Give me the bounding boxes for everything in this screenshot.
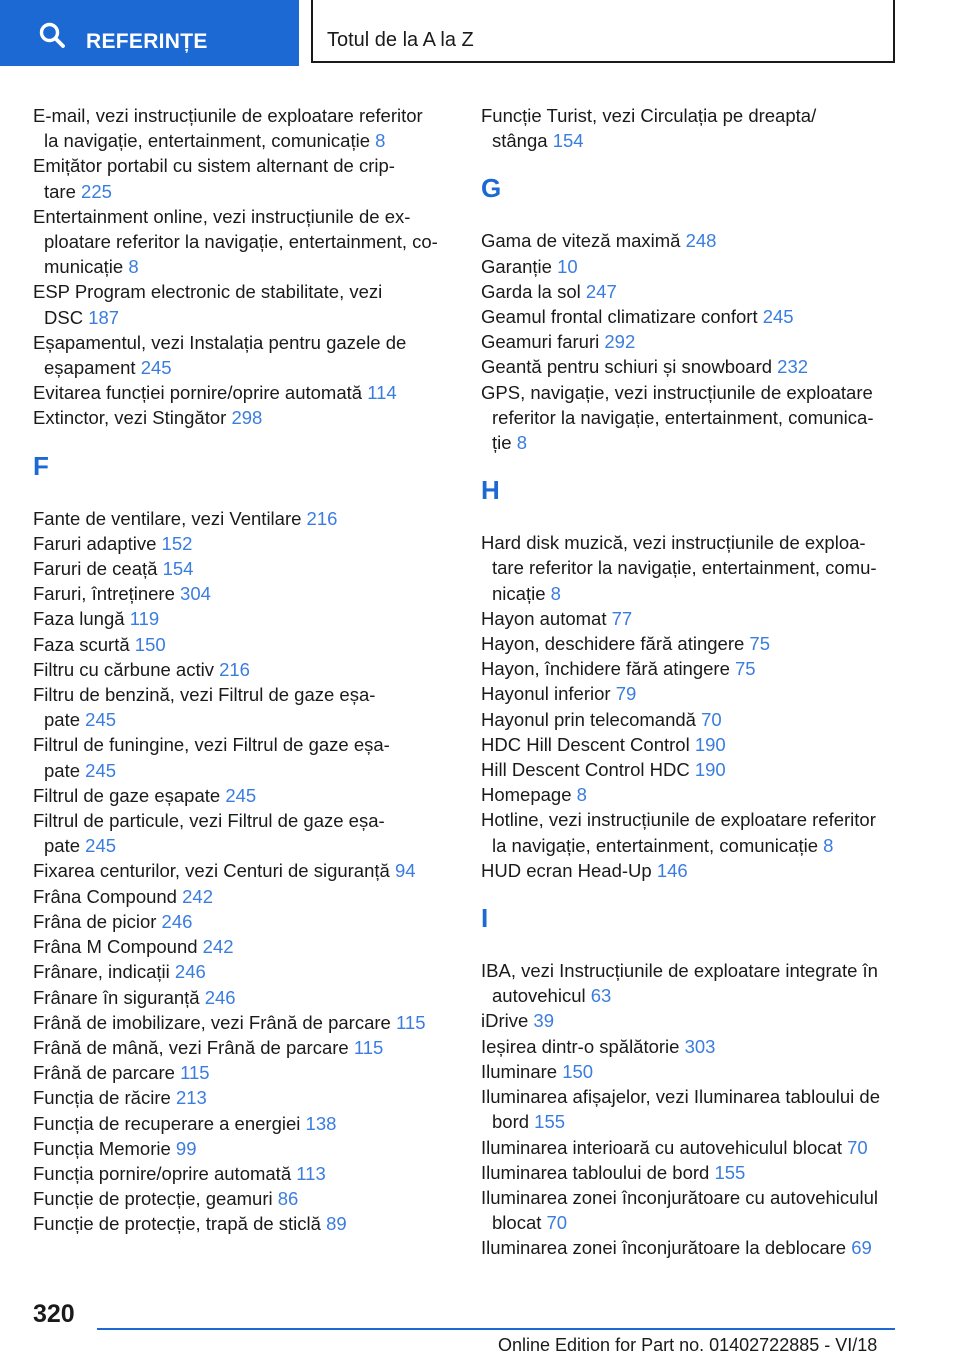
- page-link[interactable]: 8: [375, 130, 386, 152]
- page-link[interactable]: 190: [694, 733, 726, 755]
- entry-text: Hayonul inferior: [481, 683, 611, 705]
- index-entry: [33, 959, 453, 984]
- index-entry: [33, 1085, 453, 1110]
- page-link[interactable]: 155: [534, 1111, 566, 1133]
- page-link[interactable]: 63: [590, 985, 612, 1007]
- page-link[interactable]: 232: [777, 356, 809, 378]
- page-link[interactable]: 10: [557, 255, 578, 277]
- entry-text: Emițător portabil cu sistem alternant de crip-: [33, 155, 395, 177]
- page-link[interactable]: 245: [85, 709, 117, 731]
- entry-text: Frâna M Compound: [33, 936, 198, 958]
- index-entry: [33, 204, 453, 280]
- page-link[interactable]: 246: [174, 961, 206, 983]
- entry-text: Fante de ventilare, vezi Ventilare: [33, 507, 302, 529]
- entry-text: Filtrul de particule, vezi Filtrul de gaze eșa-: [33, 810, 385, 832]
- index-entry: [33, 1060, 453, 1085]
- entry-text: blocat: [492, 1212, 542, 1234]
- index-entry: [33, 985, 453, 1010]
- index-entry: [33, 606, 453, 631]
- page-link[interactable]: 86: [277, 1188, 299, 1210]
- index-entry: [33, 103, 453, 153]
- page-link[interactable]: 213: [175, 1087, 207, 1109]
- page-link[interactable]: 150: [134, 633, 166, 655]
- page-link[interactable]: 89: [326, 1213, 347, 1235]
- index-entry: [481, 1160, 901, 1185]
- entry-text: pate: [44, 835, 81, 857]
- entry-text: Funcția pornire/oprire automată: [33, 1162, 292, 1184]
- index-entry: [481, 1135, 901, 1160]
- entry-text: autovehicul: [492, 985, 586, 1007]
- entry-text: Hard disk muzică, vezi instrucțiunile de exploa-: [481, 532, 866, 554]
- entry-text: Faruri adaptive: [33, 532, 157, 554]
- index-entry: [481, 304, 901, 329]
- index-entry: [33, 1111, 453, 1136]
- entry-text: Hotline, vezi instrucțiunile de exploatare referitor: [481, 809, 876, 831]
- entry-text: GPS, navigație, vezi instrucțiunile de exploatare: [481, 381, 873, 403]
- index-entry: [33, 153, 453, 203]
- entry-text: Garanție: [481, 255, 552, 277]
- page-link[interactable]: 154: [552, 130, 584, 152]
- page-link[interactable]: 115: [353, 1036, 384, 1058]
- search-icon: [38, 21, 66, 49]
- index-entry: [481, 1185, 901, 1235]
- entry-text: Iluminare: [481, 1060, 558, 1082]
- page-link[interactable]: 190: [694, 759, 726, 781]
- index-entry: [481, 958, 901, 1008]
- page-link[interactable]: 246: [204, 986, 236, 1008]
- entry-text: Ieșirea dintr-o spălătorie: [481, 1035, 680, 1057]
- index-entry: [33, 657, 453, 682]
- index-entry: [481, 1059, 901, 1084]
- index-entry: [481, 1084, 901, 1134]
- entry-text: Frâna de picior: [33, 910, 157, 932]
- index-entry: [33, 808, 453, 858]
- entry-text: Extinctor, vezi Stingător: [33, 407, 227, 429]
- page-link[interactable]: 248: [685, 230, 717, 252]
- index-entry: [481, 228, 901, 253]
- index-entry: [481, 681, 901, 706]
- index-entry: [33, 1035, 453, 1060]
- page-link[interactable]: 138: [305, 1112, 337, 1134]
- page-link[interactable]: 70: [701, 708, 722, 730]
- entry-text: Geamul frontal climatizare confort: [481, 306, 758, 328]
- topic-tab-label: Totul de la A la Z: [327, 29, 474, 51]
- index-entry: [33, 884, 453, 909]
- index-entry: [481, 354, 901, 379]
- index-entry: [481, 606, 901, 631]
- index-entry: [33, 330, 453, 380]
- index-entry: [481, 807, 901, 857]
- page-link[interactable]: 75: [749, 633, 770, 655]
- page-link[interactable]: 119: [129, 608, 160, 630]
- entry-text: Frână de parcare: [33, 1062, 175, 1084]
- entry-text: Frâna Compound: [33, 885, 177, 907]
- index-entry: [33, 1211, 453, 1236]
- entry-text: Frână de mână, vezi Frână de parcare: [33, 1036, 349, 1058]
- entry-text: pate: [44, 759, 81, 781]
- index-column-left: [33, 103, 453, 1237]
- page-link[interactable]: 245: [762, 306, 794, 328]
- page-link[interactable]: 292: [604, 331, 636, 353]
- index-entry: [481, 329, 901, 354]
- index-entry: [481, 757, 901, 782]
- page-link[interactable]: 8: [128, 256, 139, 278]
- entry-text: Homepage: [481, 784, 572, 806]
- index-entry: [33, 279, 453, 329]
- page-link[interactable]: 303: [684, 1035, 716, 1057]
- entry-text: municație: [44, 256, 124, 278]
- index-entry: [481, 732, 901, 757]
- index-entry: [481, 254, 901, 279]
- entry-text: ESP Program electronic de stabilitate, vezi: [33, 281, 383, 303]
- entry-text: Faza scurtă: [33, 633, 130, 655]
- index-entry: [33, 581, 453, 606]
- entry-text: Hayon automat: [481, 607, 607, 629]
- section-letter: I: [481, 903, 489, 934]
- entry-text: Hayon, deschidere fără atingere: [481, 633, 745, 655]
- entry-text: iDrive: [481, 1010, 529, 1032]
- entry-text: Entertainment online, vezi instrucțiunile de ex-: [33, 205, 411, 227]
- index-entry: [33, 1010, 453, 1035]
- entry-text: Fixarea centurilor, vezi Centuri de siguranță: [33, 860, 390, 882]
- page-link[interactable]: 187: [88, 306, 120, 328]
- section-letter: H: [481, 475, 500, 506]
- entry-text: Hill Descent Control HDC: [481, 759, 690, 781]
- entry-text: referitor la navigație, entertainment, comunica-: [492, 406, 874, 428]
- entry-text: Iluminarea afișajelor, vezi Iluminarea tabloului de: [481, 1086, 880, 1108]
- page-number: 320: [33, 1300, 75, 1328]
- index-entry: [33, 732, 453, 782]
- index-entry: [33, 1136, 453, 1161]
- index-entry: [33, 783, 453, 808]
- index-entry: [481, 656, 901, 681]
- page-link[interactable]: 245: [140, 357, 172, 379]
- index-column-right: [481, 103, 901, 1261]
- entry-text: Filtru de benzină, vezi Filtrul de gaze eșa-: [33, 684, 376, 706]
- page-link[interactable]: 115: [180, 1062, 210, 1084]
- references-tab-label: REFERINȚE: [86, 30, 208, 53]
- entry-text: la navigație, entertainment, comunicație: [44, 130, 370, 152]
- entry-text: nicație: [492, 582, 546, 604]
- entry-text: Hayonul prin telecomandă: [481, 708, 696, 730]
- entry-text: E-mail, vezi instrucțiunile de exploatare referitor: [33, 105, 423, 126]
- index-entry: [481, 631, 901, 656]
- index-entry: [33, 1186, 453, 1211]
- entry-text: Frână de imobilizare, vezi Frână de parcare: [33, 1011, 391, 1033]
- entry-text: stânga: [492, 130, 548, 152]
- page-link[interactable]: 225: [81, 180, 112, 202]
- page-link[interactable]: 8: [550, 582, 561, 604]
- page-link[interactable]: 70: [546, 1212, 568, 1234]
- entry-text: ție: [492, 432, 512, 454]
- page-link[interactable]: 298: [231, 407, 263, 429]
- index-entry: [33, 682, 453, 732]
- page-link[interactable]: 113: [296, 1162, 326, 1184]
- entry-text: Gama de viteză maximă: [481, 230, 681, 252]
- entry-text: Faruri, întreținere: [33, 583, 175, 605]
- entry-text: IBA, vezi Instrucțiunile de exploatare integrate în: [481, 960, 878, 982]
- page-link[interactable]: 39: [533, 1010, 554, 1032]
- index-entry: [33, 1161, 453, 1186]
- page-link[interactable]: 79: [615, 683, 637, 705]
- page-link[interactable]: 216: [306, 507, 338, 529]
- page-link[interactable]: 114: [367, 382, 397, 404]
- index-entry: [33, 556, 453, 581]
- edition-note: Online Edition for Part no. 01402722885 - VI/18: [498, 1335, 878, 1355]
- entry-text: Filtrul de funingine, vezi Filtrul de gaze eșa-: [33, 734, 390, 756]
- entry-text: Iluminarea tabloului de bord: [481, 1161, 710, 1183]
- page-link[interactable]: 75: [735, 658, 756, 680]
- entry-text: Frânare în siguranță: [33, 986, 200, 1008]
- index-entry: [481, 1034, 901, 1059]
- index-entry: [481, 279, 901, 304]
- index-entry: [481, 1008, 901, 1033]
- entry-text: Faruri de ceață: [33, 558, 158, 580]
- page-link[interactable]: 8: [516, 432, 527, 454]
- footer-divider: [97, 1328, 895, 1330]
- entry-text: DSC: [44, 306, 84, 328]
- page-link[interactable]: 246: [161, 910, 193, 932]
- entry-text: Funcție de protecție, trapă de sticlă: [33, 1213, 321, 1235]
- index-entry: [481, 530, 901, 606]
- entry-text: Frânare, indicații: [33, 961, 170, 983]
- topic-tab[interactable]: [311, 0, 895, 63]
- entry-text: tare: [44, 180, 76, 202]
- entry-text: Garda la sol: [481, 280, 581, 302]
- entry-text: Funcție de protecție, geamuri: [33, 1188, 273, 1210]
- entry-text: pate: [44, 709, 81, 731]
- page-link[interactable]: 150: [562, 1060, 594, 1082]
- page-link[interactable]: 245: [85, 835, 117, 857]
- page-link[interactable]: 154: [162, 558, 194, 580]
- index-entry: [481, 858, 901, 883]
- index-entry: [481, 380, 901, 456]
- page-link[interactable]: 146: [656, 859, 688, 881]
- section-letter: F: [33, 450, 49, 481]
- page-link[interactable]: 99: [175, 1137, 197, 1159]
- entry-text: Evitarea funcției pornire/oprire automată: [33, 382, 363, 404]
- entry-text: Iluminarea zonei înconjurătoare la deblocare: [481, 1237, 847, 1259]
- entry-text: Funcție Turist, vezi Circulația pe dreapta/: [481, 105, 817, 126]
- page-link[interactable]: 69: [851, 1237, 872, 1259]
- index-entry: [33, 934, 453, 959]
- entry-text: Iluminarea zonei înconjurătoare cu autovehiculul: [481, 1186, 878, 1208]
- index-entry: [481, 103, 901, 153]
- page-link[interactable]: 216: [219, 658, 250, 680]
- page-link[interactable]: 77: [611, 607, 633, 629]
- index-entry: [33, 632, 453, 657]
- entry-text: Hayon, închidere fără atingere: [481, 658, 730, 680]
- entry-text: Funcția de răcire: [33, 1087, 171, 1109]
- index-entry: [33, 909, 453, 934]
- entry-text: Iluminarea interioară cu autovehiculul blocat: [481, 1136, 842, 1158]
- entry-text: Eșapamentul, vezi Instalația pentru gazele de: [33, 331, 407, 353]
- page-header: [0, 0, 960, 66]
- entry-text: Funcția Memorie: [33, 1137, 171, 1159]
- page-link[interactable]: 8: [823, 834, 834, 856]
- page-link[interactable]: 152: [161, 532, 193, 554]
- page-link[interactable]: 70: [847, 1136, 868, 1158]
- index-entry: [33, 858, 453, 883]
- references-tab[interactable]: [0, 0, 299, 66]
- index-entry: [33, 506, 453, 531]
- page-link[interactable]: 304: [180, 583, 211, 605]
- index-entry: [33, 380, 453, 405]
- page-link[interactable]: 247: [585, 280, 617, 302]
- entry-text: Faza lungă: [33, 608, 125, 630]
- section-letter: G: [481, 173, 502, 204]
- index-entry: [481, 707, 901, 732]
- entry-text: HUD ecran Head-Up: [481, 859, 652, 881]
- page-link[interactable]: 94: [394, 860, 416, 882]
- index-entry: [33, 405, 453, 430]
- entry-text: eșapament: [44, 357, 136, 379]
- entry-text: Filtrul de gaze eșapate: [33, 784, 221, 806]
- page-link[interactable]: 242: [182, 885, 213, 907]
- index-entry: [481, 782, 901, 807]
- entry-text: tare referitor la navigație, entertainment, comu-: [492, 557, 877, 579]
- page-link[interactable]: 245: [85, 759, 117, 781]
- entry-text: Geantă pentru schiuri și snowboard: [481, 356, 773, 378]
- page-link[interactable]: 155: [714, 1161, 746, 1183]
- entry-text: Filtru cu cărbune activ: [33, 658, 214, 680]
- entry-text: HDC Hill Descent Control: [481, 733, 690, 755]
- page-link[interactable]: 245: [225, 784, 257, 806]
- entry-text: Funcția de recuperare a energiei: [33, 1112, 301, 1134]
- entry-text: la navigație, entertainment, comunicație: [492, 834, 818, 856]
- page-link[interactable]: 115: [395, 1011, 426, 1033]
- entry-text: Geamuri faruri: [481, 331, 600, 353]
- page-link[interactable]: 242: [202, 936, 234, 958]
- page-link[interactable]: 8: [576, 784, 587, 806]
- entry-text: bord: [492, 1111, 530, 1133]
- index-entry: [33, 531, 453, 556]
- entry-text: ploatare referitor la navigație, entertainment, co-: [44, 231, 438, 253]
- index-entry: [481, 1235, 901, 1260]
